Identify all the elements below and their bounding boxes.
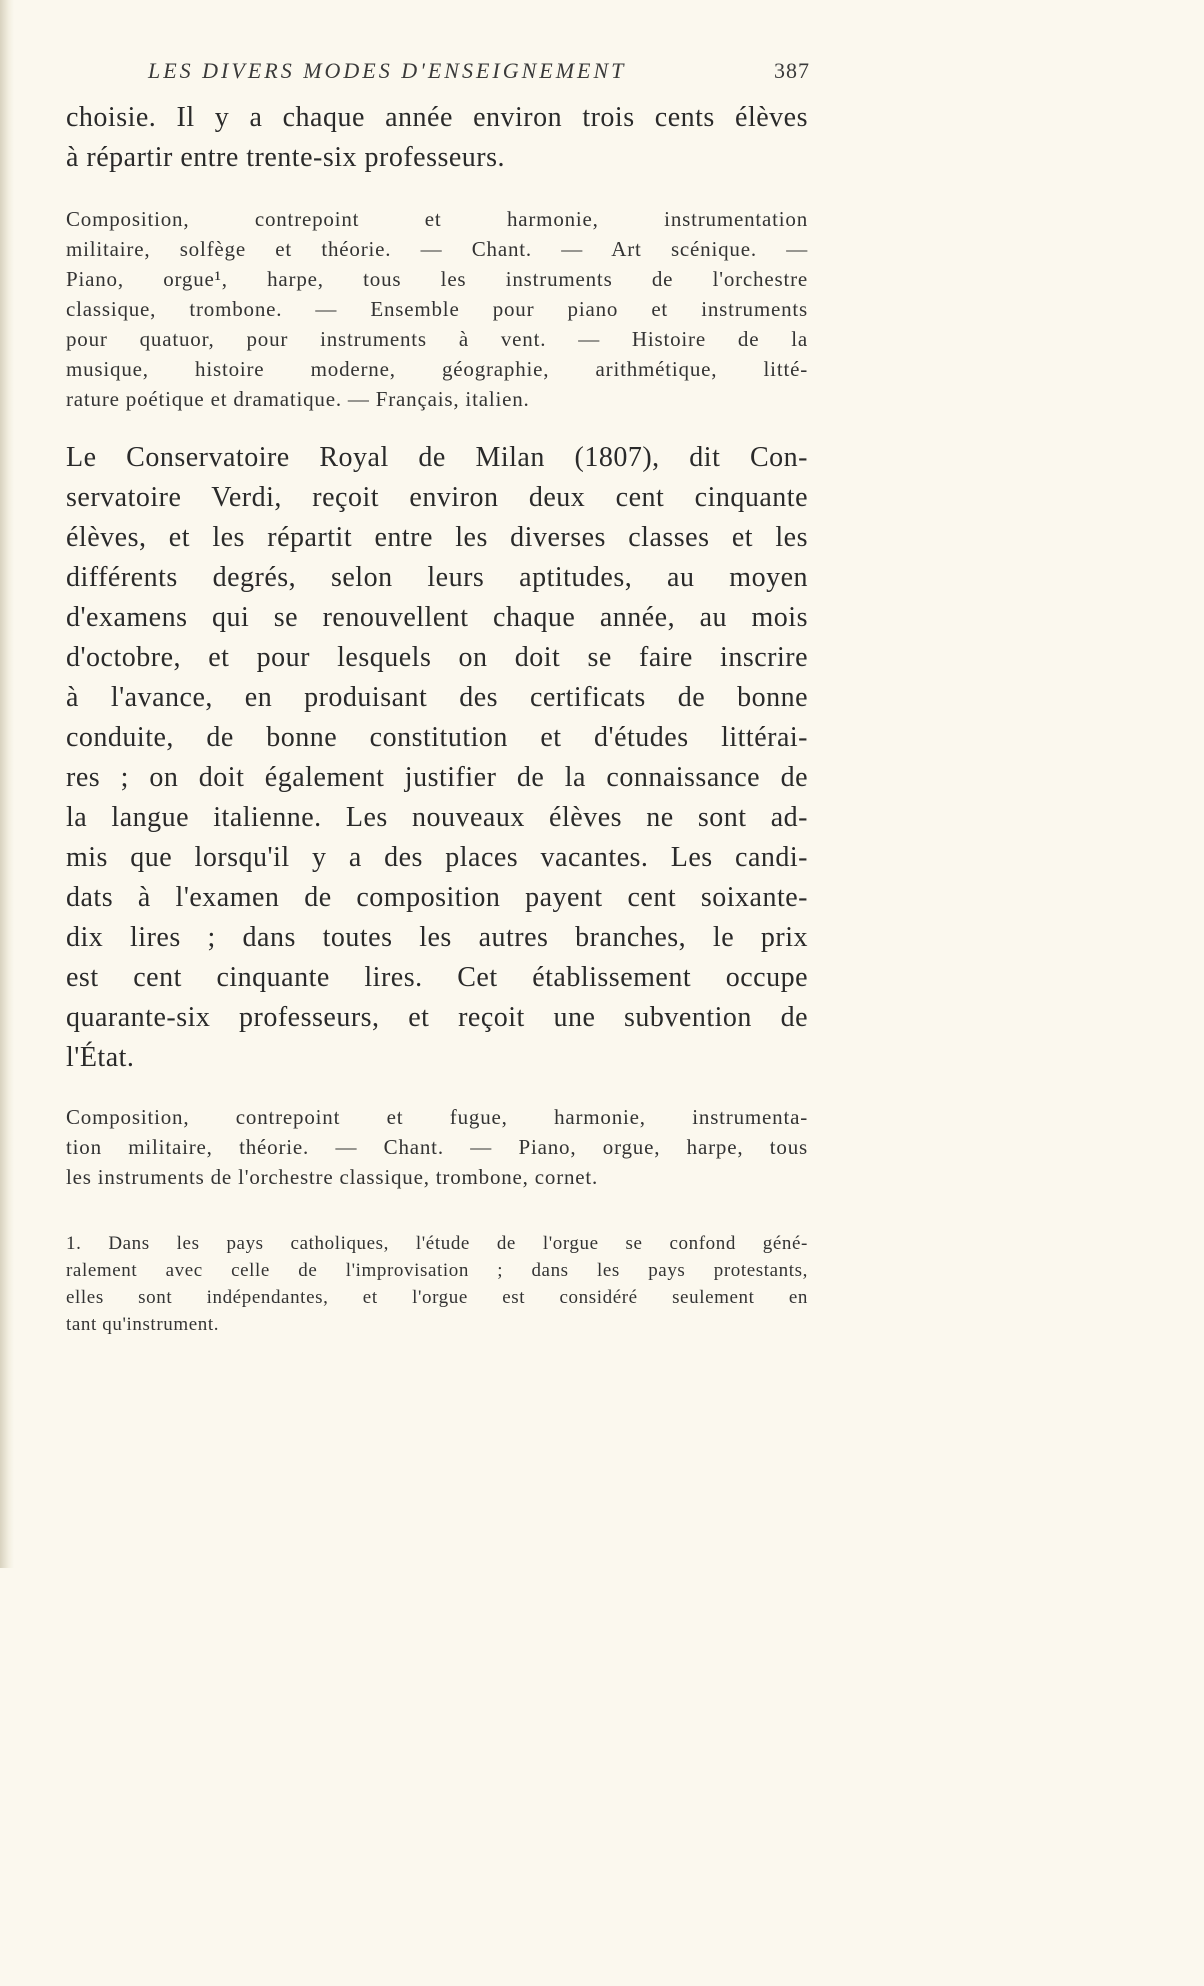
text-line: servatoire Verdi, reçoit environ deux cent cinquante <box>66 482 808 513</box>
text-line: res ; on doit également justifier de la connaissance de <box>66 762 808 793</box>
text-line: élèves, et les répartit entre les diverses classes et les <box>66 522 808 553</box>
text-line: pour quatuor, pour instruments à vent. — Histoire de la <box>66 327 808 351</box>
text-line: conduite, de bonne constitution et d'études littérai- <box>66 722 808 753</box>
text-line: classique, trombone. — Ensemble pour piano et instruments <box>66 297 808 321</box>
text-line: militaire, solfège et théorie. — Chant. — Art scénique. — <box>66 237 808 261</box>
text-line: mis que lorsqu'il y a des places vacantes. Les candi- <box>66 842 808 873</box>
text-line: Composition, contrepoint et harmonie, instrumentation <box>66 207 808 231</box>
text-line: 1. Dans les pays catholiques, l'étude de l'orgue se confond géné- <box>66 1233 808 1254</box>
paragraph-continuation <box>66 98 808 178</box>
text-line: les instruments de l'orchestre classique, trombone, cornet. <box>66 1165 599 1189</box>
text-line: Le Conservatoire Royal de Milan (1807), dit Con- <box>66 442 808 473</box>
text-line: l'État. <box>66 1042 135 1073</box>
text-line: à répartir entre trente-six professeurs. <box>66 142 506 173</box>
text-line: la langue italienne. Les nouveaux élèves ne sont ad- <box>66 802 808 833</box>
footnote <box>66 1230 808 1338</box>
course-list-milan <box>66 1102 808 1192</box>
text-line: choisie. Il y a chaque année environ trois cents élèves <box>66 102 808 133</box>
course-list-turin <box>66 204 808 414</box>
text-line: d'examens qui se renouvellent chaque année, au mois <box>66 602 808 633</box>
text-line: à l'avance, en produisant des certificats de bonne <box>66 682 808 713</box>
text-line: est cent cinquante lires. Cet établissement occupe <box>66 962 808 993</box>
text-line: Composition, contrepoint et fugue, harmonie, instrumenta- <box>66 1105 808 1129</box>
page-spine-shadow <box>0 0 14 1568</box>
text-line: quarante-six professeurs, et reçoit une subvention de <box>66 1002 808 1033</box>
paragraph-milan-conservatory <box>66 438 808 1078</box>
text-line: rature poétique et dramatique. — Français, italien. <box>66 387 530 411</box>
page-number: 387 <box>774 58 810 83</box>
text-line: musique, histoire moderne, géographie, arithmétique, litté- <box>66 357 808 381</box>
text-line: différents degrés, selon leurs aptitudes, au moyen <box>66 562 808 593</box>
text-line: d'octobre, et pour lesquels on doit se faire inscrire <box>66 642 808 673</box>
text-line: dix lires ; dans toutes les autres branches, le prix <box>66 922 808 953</box>
text-line: ralement avec celle de l'improvisation ; dans les pays protestants, <box>66 1260 808 1281</box>
page-header <box>148 58 810 86</box>
text-line: tion militaire, théorie. — Chant. — Piano, orgue, harpe, tous <box>66 1135 808 1159</box>
text-line: elles sont indépendantes, et l'orgue est considéré seulement en <box>66 1287 808 1308</box>
text-line: tant qu'instrument. <box>66 1314 220 1335</box>
text-line: dats à l'examen de composition payent cent soixante- <box>66 882 808 913</box>
running-title: LES DIVERS MODES D'ENSEIGNEMENT <box>148 58 627 83</box>
text-line: Piano, orgue¹, harpe, tous les instruments de l'orchestre <box>66 267 808 291</box>
